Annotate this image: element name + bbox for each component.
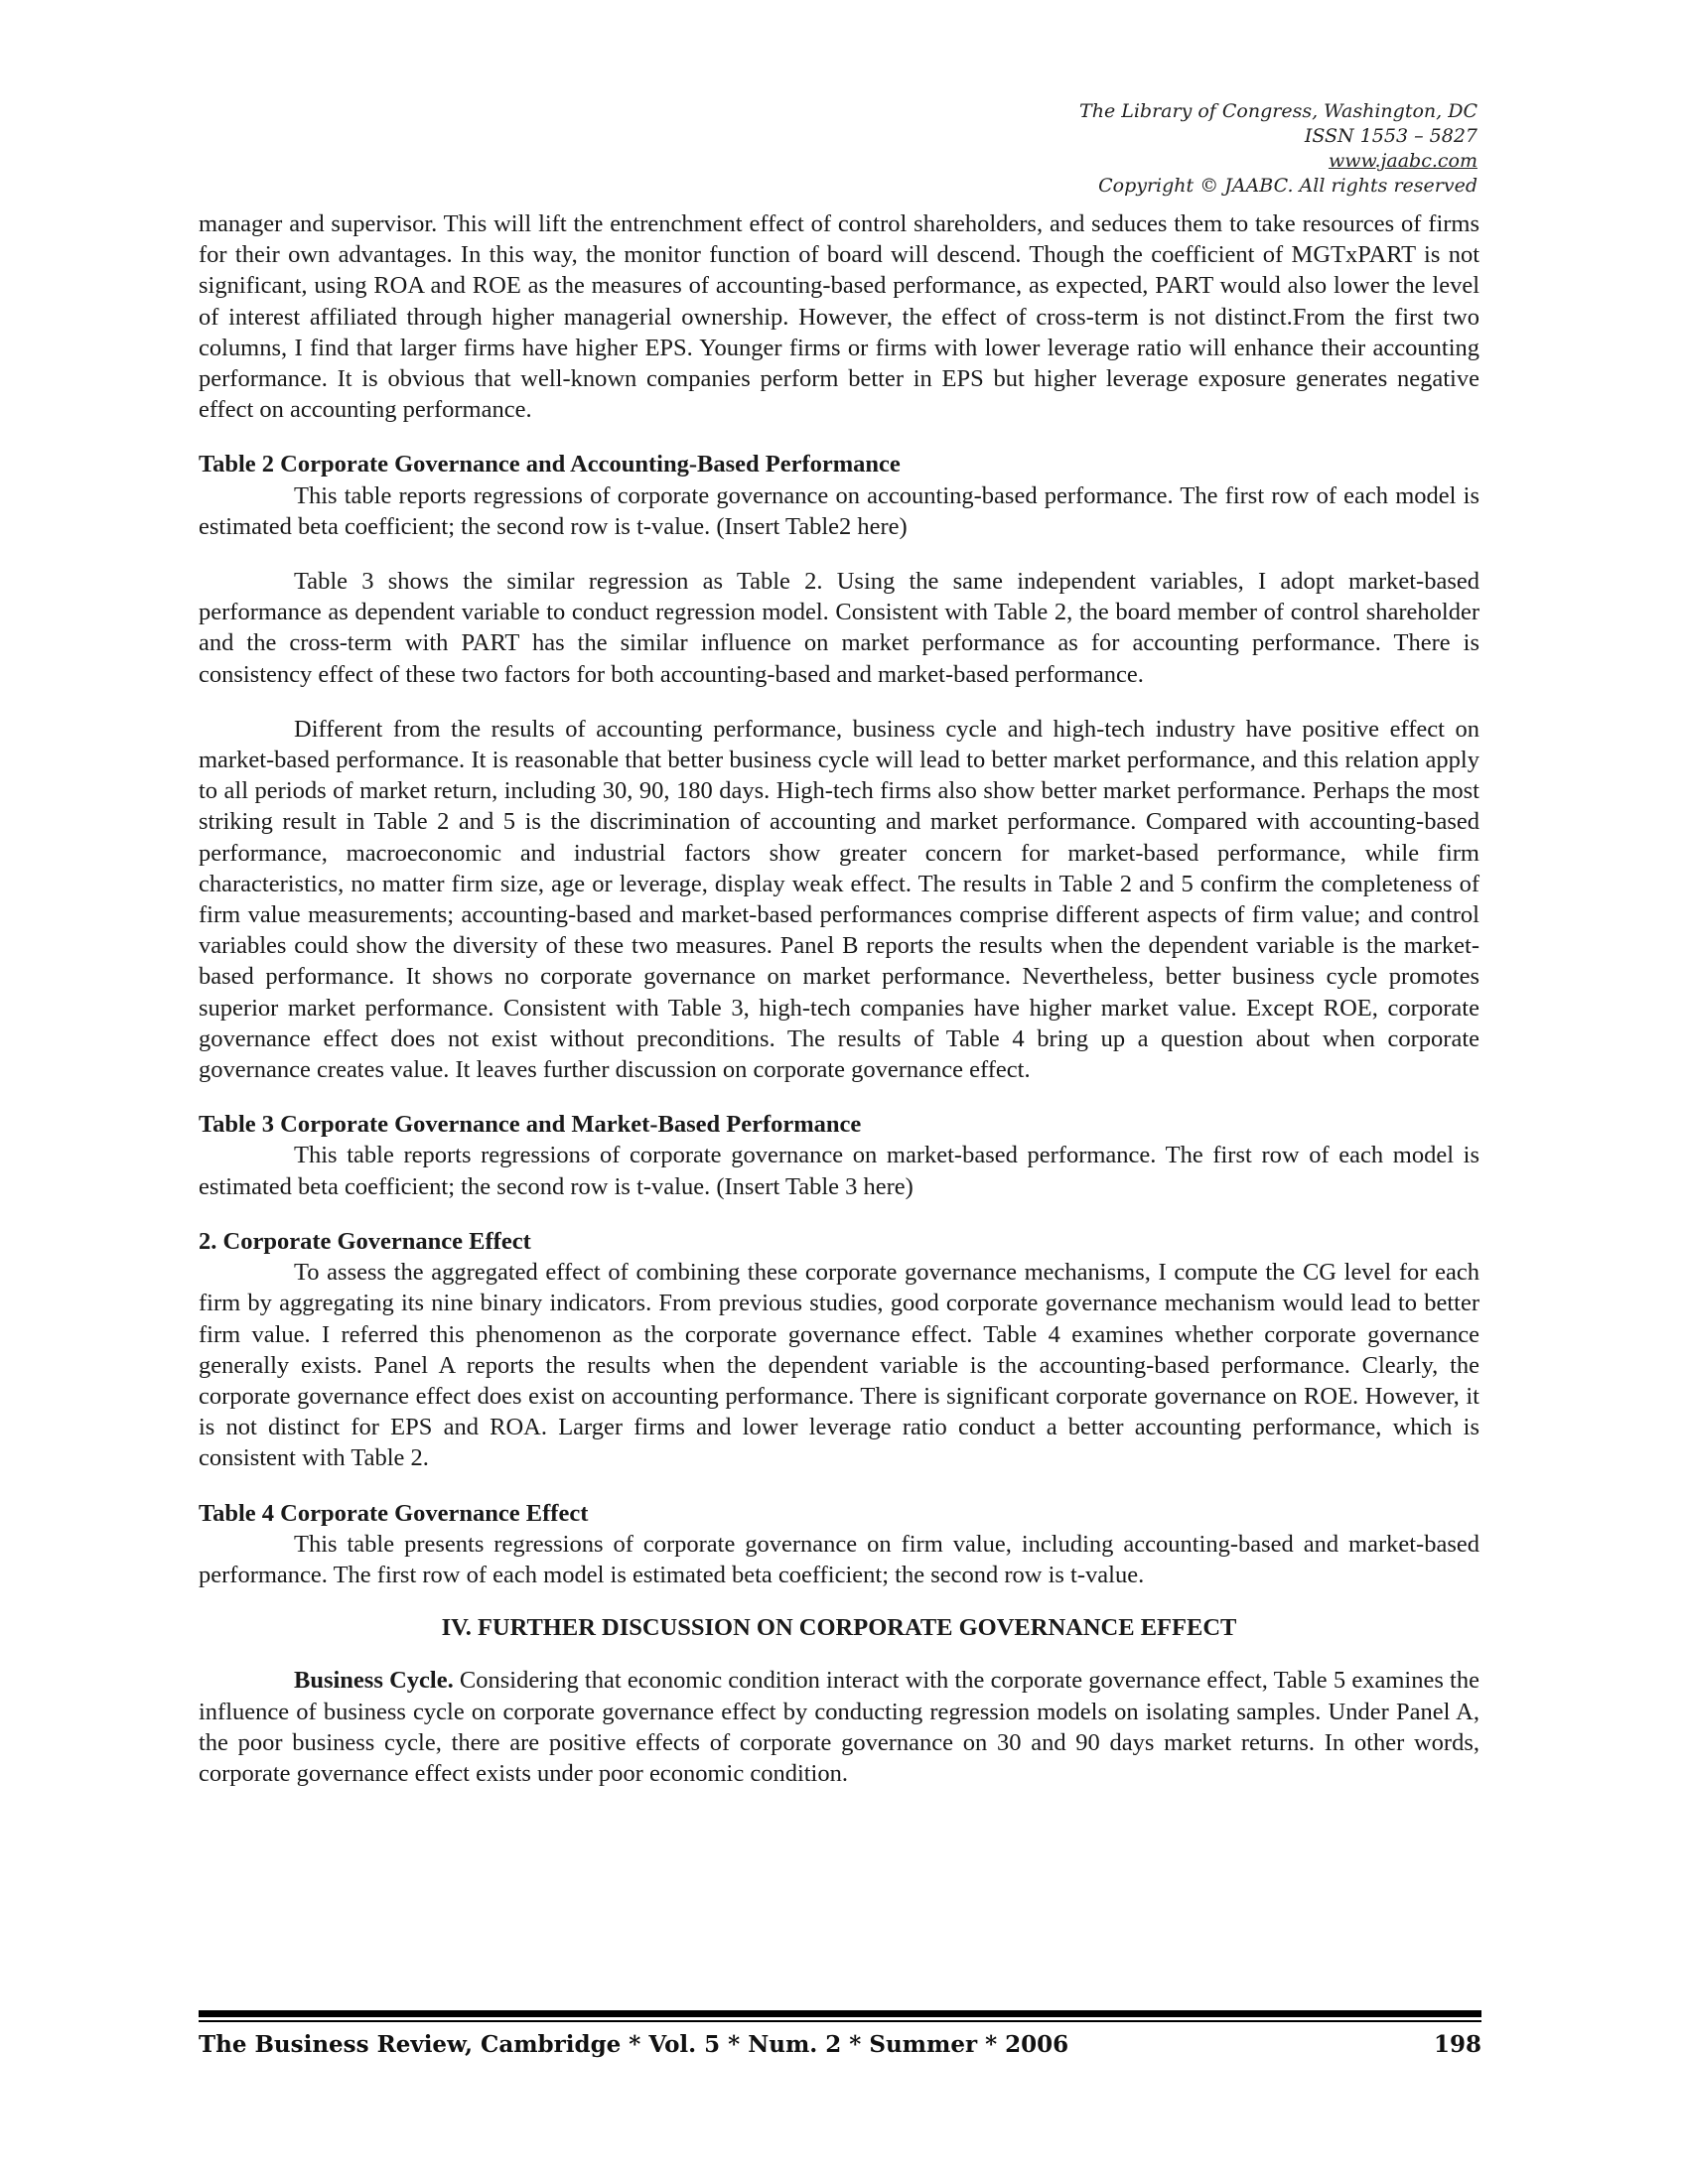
table-2-description: This table reports regressions of corporate governance on accounting-based performance. The first row of each model is estimated beta coefficient; the second row is t-value. (Insert Table2 here) (199, 481, 1479, 540)
footer-rule-thick (199, 2010, 1481, 2017)
business-cycle-label: Business Cycle. (294, 1667, 454, 1695)
paragraph-3: Different from the results of accounting performance, business cycle and high-tech industry have positive effect on market-based performance. It is reasonable that better business cycle will lead to better market performance, and this relation apply to all periods of market return, including 30, 90, 180 days. High-tech firms also show better market performance. Perhaps the most striking result in Table 2 and 5 is the discrimination of accounting and market performance. Compared with accounting-based performance, macroeconomic and industrial factors show greater concern for market-based performance, while firm characteristics, no matter firm size, age or leverage, display weak effect. The results in Table 2 and 5 confirm the completeness of firm value measurements; accounting-based and market-based performances comprise different aspects of firm value; and control variables could show the diversity of these two measures. Panel B reports the results when the dependent variable is the market-based performance. It shows no corporate governance on market performance. Nevertheless, better business cycle promotes superior market performance. Consistent with Table 3, high-tech companies have higher market value. Except ROE, corporate governance effect does not exist without preconditions. The results of Table 4 bring up a question about when corporate governance creates value. It leaves further discussion on corporate governance effect. (199, 715, 1479, 1084)
table-4-title: Table 4 Corporate Governance Effect (199, 1499, 589, 1527)
header-library: The Library of Congress, Washington, DC (1079, 100, 1477, 122)
table-2-title: Table 2 Corporate Governance and Accounting-Based Performance (199, 451, 901, 478)
article-body (199, 208, 1479, 1789)
paragraph-5-text: Considering that economic condition interact with the corporate governance effect, Table 5 examines the influence of business cycle on corporate governance effect by conducting regression models on isolating samples. Under Panel A, the poor business cycle, there are positive effects of corporate governance on 30 and 90 days market returns. In other words, corporate governance effect exists under poor economic condition. (199, 1667, 1479, 1787)
footer-journal: The Business Review, Cambridge * Vol. 5 * Num. 2 * Summer * 2006 (199, 2031, 1069, 2058)
table-3-description: This table reports regressions of corporate governance on market-based performance. The first row of each model is estimated beta coefficient; the second row is t-value. (Insert Table 3 here) (199, 1142, 1479, 1200)
paragraph-1: manager and supervisor. This will lift the entrenchment effect of control shareholders, and seduces them to take resources of firms for their own advantages. In this way, the monitor function of board will descend. Though the coefficient of MGTxPART is not significant, using ROA and ROE as the measures of accounting-based performance, as expected, PART would also lower the level of interest affiliated through higher managerial ownership. However, the effect of cross-term is not distinct.From the first two columns, I find that larger firms have higher EPS. Younger firms or firms with lower leverage ratio will enhance their accounting performance. It is obvious that well-known companies perform better in EPS but higher leverage exposure generates negative effect on accounting performance. (199, 210, 1479, 424)
page-header (1079, 99, 1477, 199)
paragraph-5 (199, 1665, 1479, 1789)
paragraph-2: Table 3 shows the similar regression as Table 2. Using the same independent variables, I adopt market-based performance as dependent variable to conduct regression model. Consistent with Table 2, the board member of control shareholder and the cross-term with PART has the similar influence on market performance as for accounting performance. There is consistency effect of these two factors for both accounting-based and market-based performance. (199, 568, 1479, 688)
footer-rule-thin (199, 2020, 1481, 2022)
section-4-heading: IV. FURTHER DISCUSSION ON CORPORATE GOVERNANCE EFFECT (441, 1614, 1237, 1642)
paragraph-4: To assess the aggregated effect of combining these corporate governance mechanisms, I compute the CG level for each firm by aggregating its nine binary indicators. From previous studies, good corporate governance mechanism would lead to better firm value. I referred this phenomenon as the corporate governance effect. Table 4 examines whether corporate governance generally exists. Panel A reports the results when the dependent variable is the accounting-based performance. Clearly, the corporate governance effect does exist on accounting performance. There is significant corporate governance on ROE. However, it is not distinct for EPS and ROA. Larger firms and lower leverage ratio conduct a better accounting performance, which is consistent with Table 2. (199, 1259, 1479, 1472)
header-issn: ISSN 1553 – 5827 (1304, 125, 1477, 147)
footer-page-number: 198 (1433, 2031, 1481, 2058)
section-2-title: 2. Corporate Governance Effect (199, 1227, 531, 1255)
header-website-link[interactable]: www.jaabc.com (1328, 150, 1477, 172)
table-4-description: This table presents regressions of corporate governance on firm value, including accounting-based and market-based performance. The first row of each model is estimated beta coefficient; the second row is t-value. (199, 1530, 1479, 1588)
page-footer (199, 2031, 1481, 2058)
header-copyright: Copyright © JAABC. All rights reserved (1098, 175, 1477, 197)
table-3-title: Table 3 Corporate Governance and Market-Based Performance (199, 1111, 862, 1139)
